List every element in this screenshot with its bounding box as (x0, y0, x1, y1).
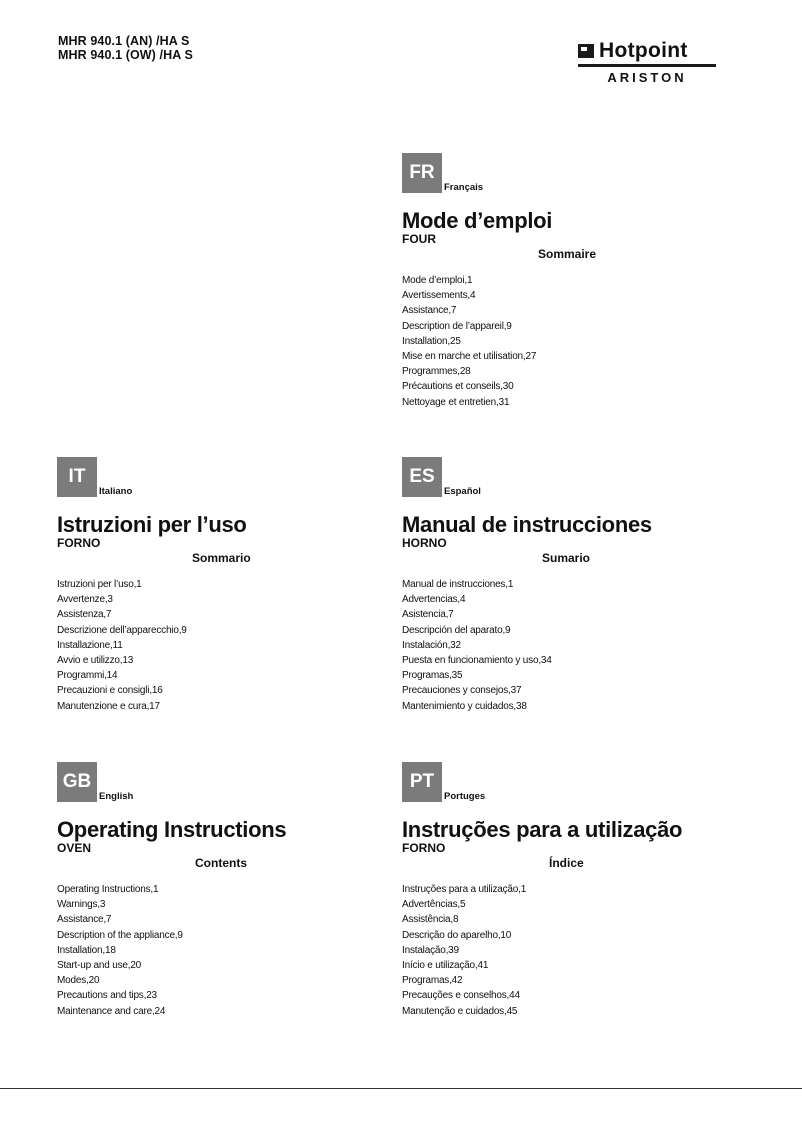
toc-item: Istruzioni per l’uso,1 (57, 579, 142, 590)
toc-item: Advertencias,4 (402, 594, 466, 606)
toc-item: Installazione,11 (57, 639, 123, 651)
toc-item: Warnings,3 (57, 899, 106, 911)
toc-heading: Contents (195, 856, 247, 870)
section-fr (402, 153, 722, 410)
toc-item: Maintenance and care,24 (57, 1005, 166, 1017)
language-name: Español (444, 486, 481, 497)
toc-item: Advertências,5 (402, 899, 466, 911)
toc-item: Instalación,32 (402, 639, 461, 651)
toc-item: Instruções para a utilização,1 (402, 884, 527, 895)
toc-item: Avertissements,4 (402, 290, 476, 302)
appliance-type: HORNO (402, 536, 447, 550)
toc-item: Installation,25 (402, 335, 461, 347)
toc-item: Assistência,8 (402, 914, 459, 926)
appliance-type: FOUR (402, 232, 436, 246)
logo-divider (578, 64, 716, 67)
manual-title: Operating Instructions (57, 817, 287, 842)
section-it (57, 457, 377, 714)
toc-item: Start-up and use,20 (57, 960, 142, 972)
manual-title: Instruções para a utilização (402, 817, 683, 842)
toc-item: Mantenimiento y cuidados,38 (402, 700, 527, 712)
brand-subname: ARISTON (607, 70, 687, 85)
appliance-type: FORNO (57, 536, 101, 550)
model-numbers (58, 34, 193, 62)
language-name: Français (444, 182, 484, 193)
table-of-contents (402, 882, 722, 1019)
language-name: English (99, 791, 134, 802)
toc-item: Assistance,7 (402, 305, 457, 317)
table-of-contents (402, 273, 722, 410)
toc-item: Manutenzione e cura,17 (57, 700, 160, 712)
manual-title: Istruzioni per l’uso (57, 512, 247, 537)
toc-item: Avvertenze,3 (57, 594, 113, 606)
language-name: Portuges (444, 791, 486, 802)
toc-item: Programmes,28 (402, 366, 471, 378)
toc-item: Programmi,14 (57, 670, 118, 682)
brand-logo (578, 40, 716, 85)
appliance-type: FORNO (402, 841, 446, 855)
hotpoint-square-logo-icon (578, 44, 594, 58)
table-of-contents (57, 882, 377, 1019)
toc-item: Avvio e utilizzo,13 (57, 655, 134, 667)
language-code-badge: ES (402, 457, 442, 497)
section-es (402, 457, 722, 714)
language-code-badge: PT (402, 762, 442, 802)
section-gb (57, 762, 377, 1019)
manual-title: Manual de instrucciones (402, 512, 652, 537)
table-of-contents (57, 577, 377, 714)
toc-item: Manual de instrucciones,1 (402, 579, 514, 590)
toc-item: Descripción del aparato,9 (402, 624, 511, 636)
toc-item: Asistencia,7 (402, 609, 454, 621)
toc-item: Precauções e conselhos,44 (402, 990, 520, 1002)
manual-title: Mode d’emploi (402, 208, 553, 233)
language-code-badge: FR (402, 153, 442, 193)
toc-item: Precauzioni e consigli,16 (57, 685, 163, 697)
toc-heading: Sommario (192, 551, 251, 565)
section-pt (402, 762, 722, 1019)
toc-item: Assistenza,7 (57, 609, 112, 621)
toc-item: Programas,42 (402, 975, 463, 987)
toc-heading: Sommaire (538, 247, 597, 261)
table-of-contents (402, 577, 722, 714)
toc-item: Nettoyage et entretien,31 (402, 396, 510, 408)
toc-item: Precautions and tips,23 (57, 990, 157, 1002)
toc-item: Instalação,39 (402, 944, 459, 956)
toc-heading: Índice (549, 856, 584, 870)
toc-item: Assistance,7 (57, 914, 112, 926)
toc-item: Description of the appliance,9 (57, 929, 183, 941)
toc-item: Mode d’emploi,1 (402, 275, 473, 286)
toc-item: Precauciones y consejos,37 (402, 685, 522, 697)
toc-item: Mise en marche et utilisation,27 (402, 351, 537, 363)
toc-item: Operating Instructions,1 (57, 884, 159, 895)
toc-item: Installation,18 (57, 944, 116, 956)
toc-item: Manutenção e cuidados,45 (402, 1005, 518, 1017)
toc-item: Início e utilização,41 (402, 960, 489, 972)
toc-item: Descrizione dell’apparecchio,9 (57, 624, 187, 636)
model-number: MHR 940.1 (OW) /HA S (58, 48, 193, 62)
brand-name: Hotpoint (599, 39, 688, 62)
footer-divider (0, 1088, 802, 1089)
toc-item: Puesta en funcionamiento y uso,34 (402, 655, 552, 667)
model-number: MHR 940.1 (AN) /HA S (58, 34, 190, 48)
language-code-badge: IT (57, 457, 97, 497)
toc-item: Programas,35 (402, 670, 463, 682)
toc-heading: Sumario (542, 551, 591, 565)
toc-item: Description de l’appareil,9 (402, 320, 512, 332)
toc-item: Précautions et conseils,30 (402, 381, 514, 393)
toc-item: Descrição do aparelho,10 (402, 929, 512, 941)
language-name: Italiano (99, 486, 133, 497)
toc-item: Modes,20 (57, 975, 100, 987)
appliance-type: OVEN (57, 841, 92, 855)
language-code-badge: GB (57, 762, 97, 802)
